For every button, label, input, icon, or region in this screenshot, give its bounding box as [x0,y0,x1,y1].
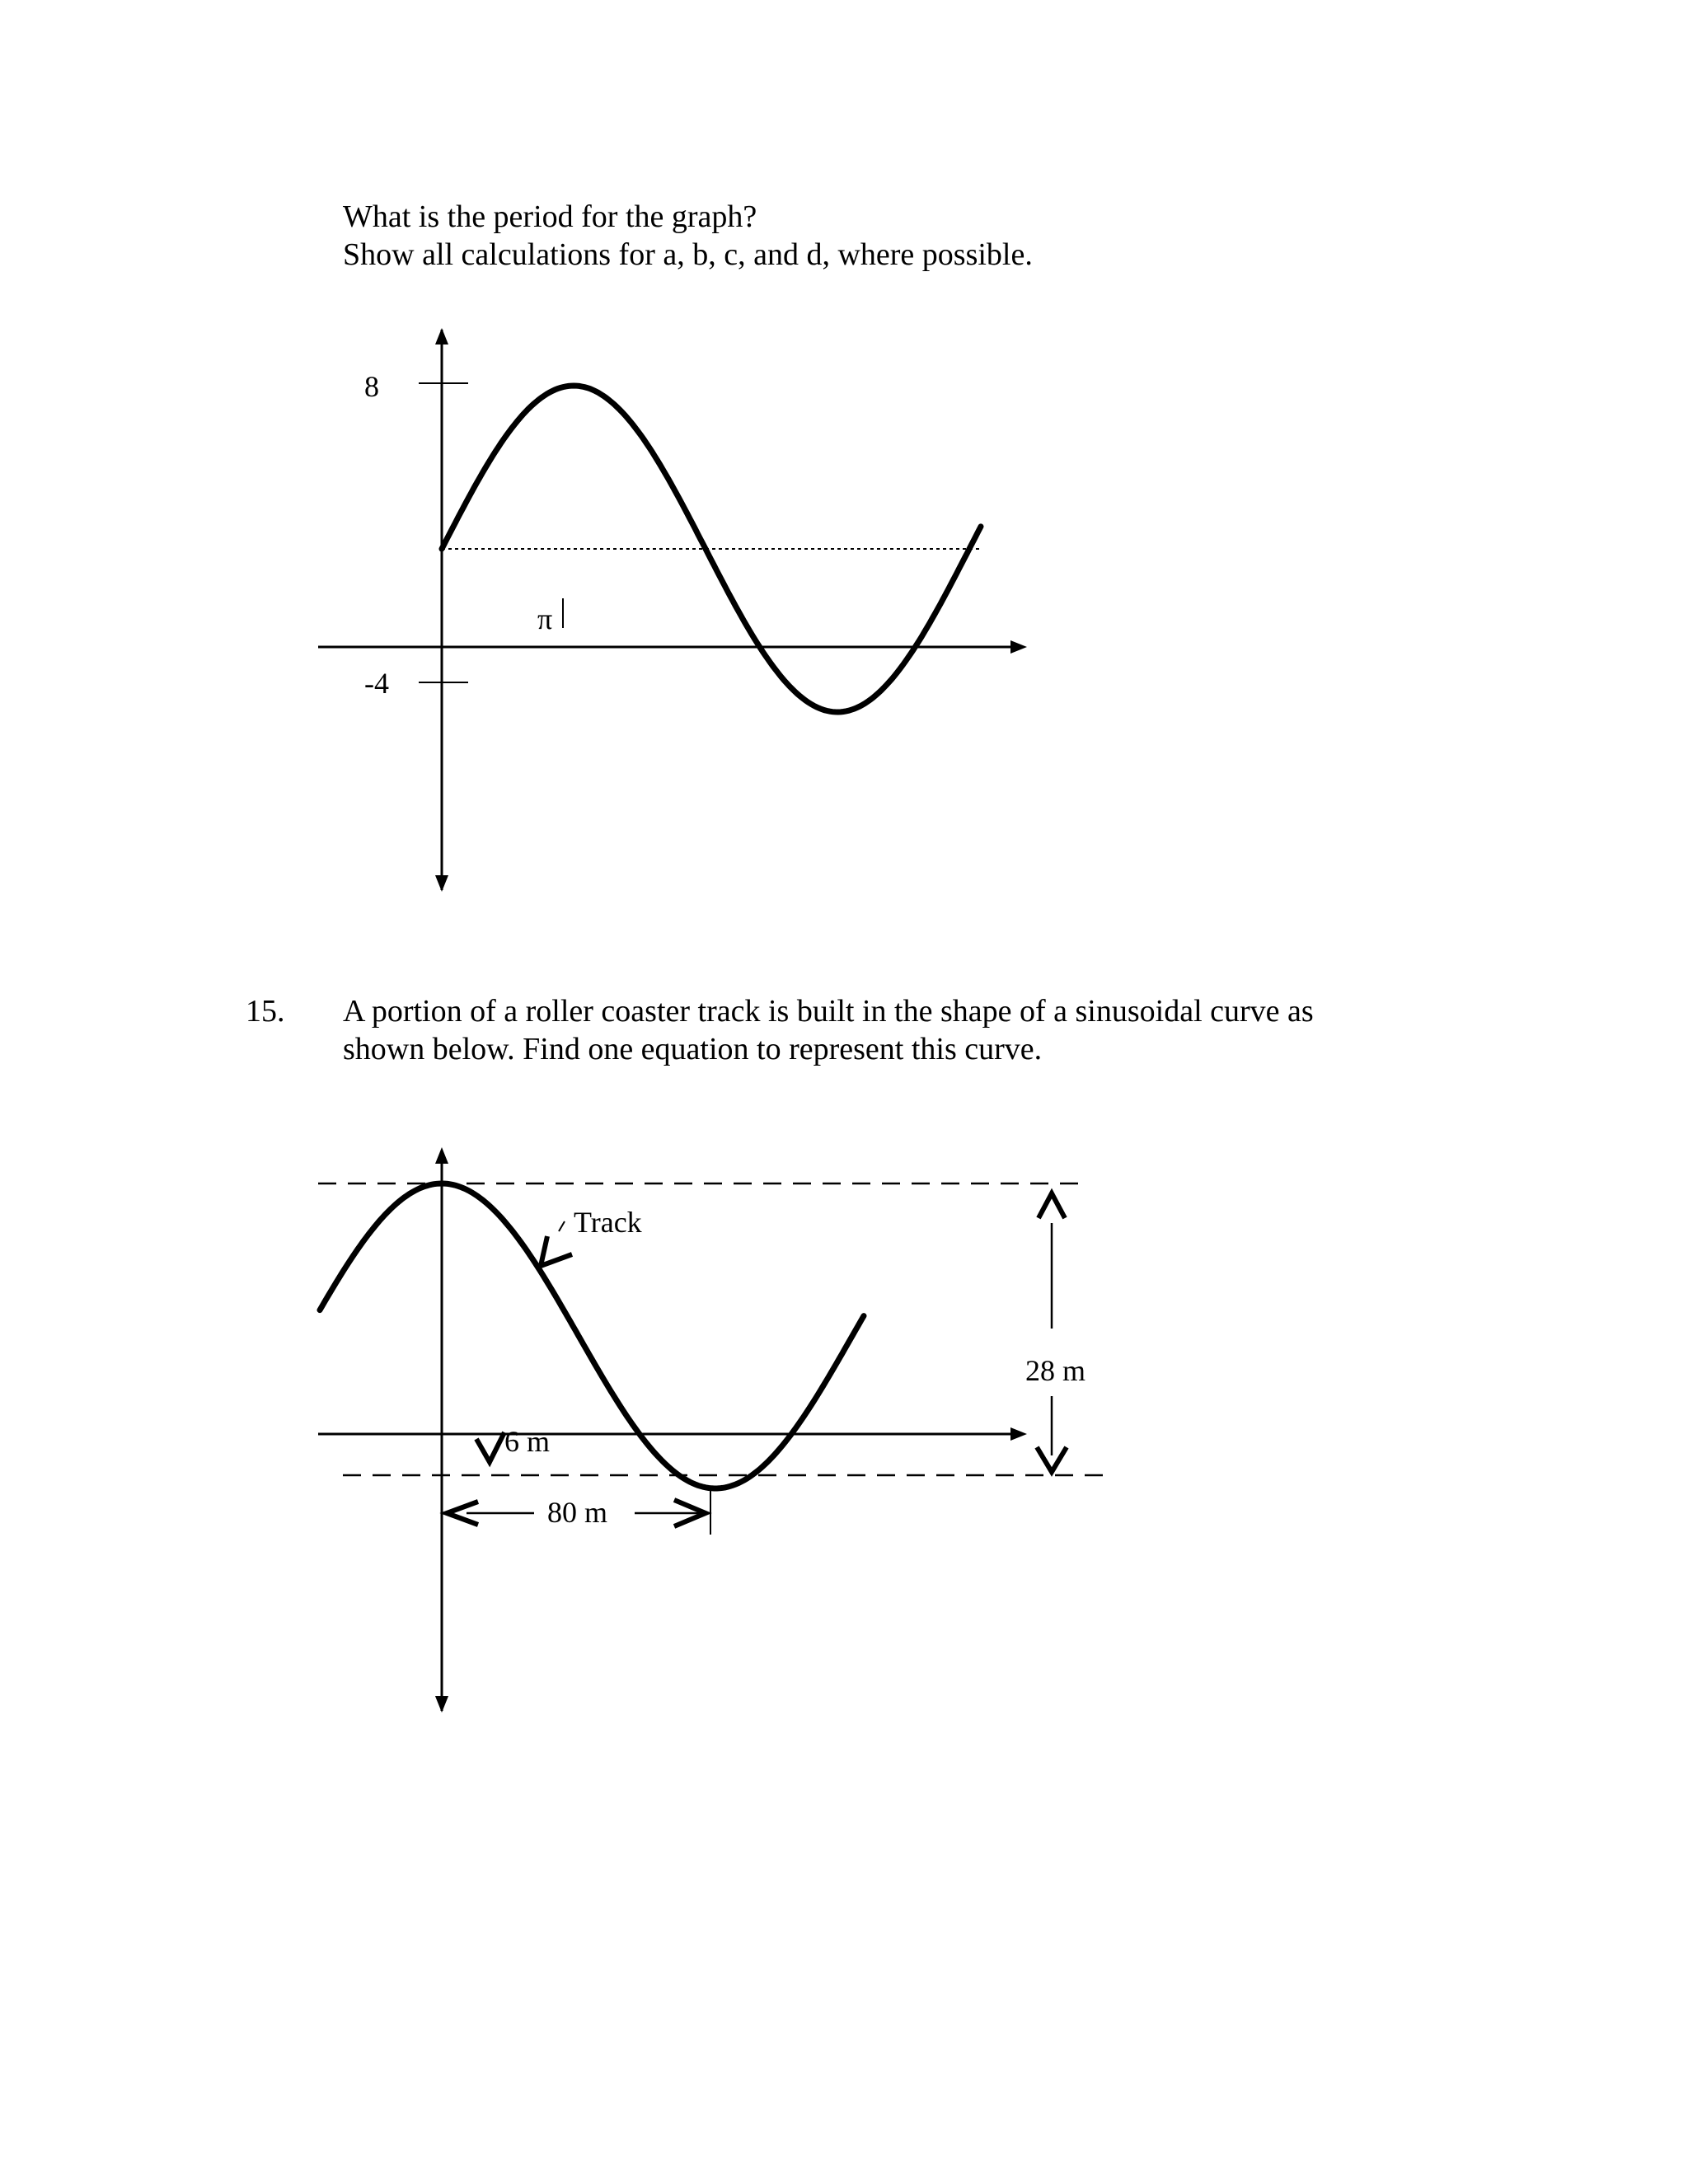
q15-x-axis-arrow [1010,1427,1027,1441]
q15-width-label: 80 m [547,1496,608,1529]
q14-x-label-pi: π [537,602,553,635]
q14-sine-curve [442,386,981,712]
q15-width-arrow-left [447,1502,478,1525]
q14-x-axis-arrow [1010,640,1027,654]
q15-depth-arrow [476,1432,504,1462]
q15-height-arrow-bottom [1037,1447,1067,1472]
q14-y-label-8: 8 [364,370,379,403]
q15-prompt-line2: shown below. Find one equation to represent this curve. [343,1032,1043,1066]
q15-y-axis-arrow-up [435,1147,448,1164]
q14-y-label-minus4: -4 [364,667,389,700]
q14-y-axis-arrow-up [435,328,448,344]
q15-number: 15. [246,994,285,1029]
q15-height-label: 28 m [1025,1354,1086,1387]
q15-width-arrow-right [674,1500,706,1526]
q14-prompt-line2: Show all calculations for a, b, c, and d, where possible. [343,237,1033,272]
q15-track-pointer-arrow [541,1236,572,1266]
q15-depth-label: 6 m [504,1425,551,1458]
q15-prompt-line1: A portion of a roller coaster track is built in the shape of a sinusoidal curve as [343,994,1314,1029]
q15-y-axis-arrow-down [435,1696,448,1713]
q14-prompt-line1: What is the period for the graph? [343,199,757,234]
q15-height-arrow-top [1039,1193,1065,1218]
q15-track-label: Track [574,1206,642,1239]
q14-y-axis-arrow-down [435,875,448,892]
q15-track-pointer-line [559,1221,565,1231]
